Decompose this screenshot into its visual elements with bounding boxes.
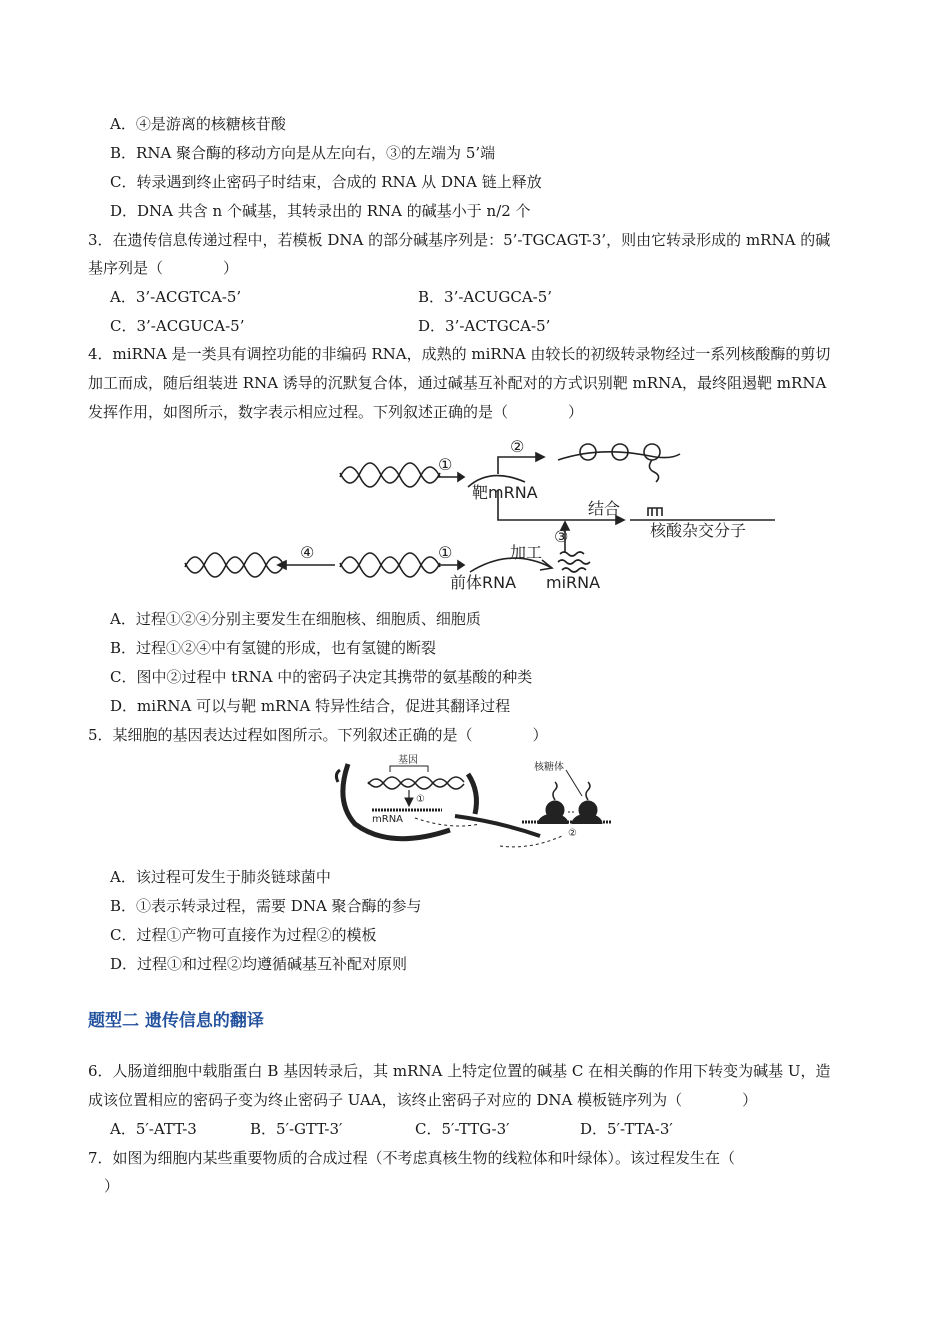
fig5-label-mrna: mRNA: [372, 814, 404, 825]
q2-option-b: B．RNA 聚合酶的移动方向是从左向右，③的左端为 5’端: [110, 144, 496, 162]
q5-option-a: A．该过程可发生于肺炎链球菌中: [110, 868, 331, 886]
q6-option-a: A．5′-ATT-3: [110, 1120, 197, 1138]
q7-stem-line1: 7．如图为细胞内某些重要物质的合成过程（不考虑真核生物的线粒体和叶绿体）。该过程发生在（: [88, 1149, 736, 1167]
q5-option-b: B．①表示转录过程，需要 DNA 聚合酶的参与: [110, 897, 422, 915]
q4-option-a: A．过程①②④分别主要发生在细胞核、细胞质、细胞质: [110, 610, 481, 628]
fig4-label-1b: ①: [438, 543, 453, 562]
q3-option-a: A．3’-ACGTCA-5’: [110, 288, 242, 306]
q4-option-c: C．图中②过程中 tRNA 中的密码子决定其携带的氨基酸的种类: [110, 668, 533, 686]
mirna-figure: [180, 432, 790, 600]
q5-stem: 5．某细胞的基因表达过程如图所示。下列叙述正确的是（ ）: [88, 726, 548, 744]
q2-option-c: C．转录遇到终止密码子时结束，合成的 RNA 从 DNA 链上释放: [110, 173, 542, 191]
section-heading: 题型二 遗传信息的翻译: [88, 1011, 264, 1031]
fig5-label-2: ②: [568, 828, 577, 839]
q3-stem-line1: 3．在遗传信息传递过程中，若模板 DNA 的部分碱基序列是：5’-TGCAGT-3’，则由它转录形成的 mRNA 的碱: [88, 231, 831, 249]
q2-option-d: D．DNA 共含 n 个碱基，其转录出的 RNA 的碱基小于 n/2 个: [110, 202, 531, 220]
fig5-label-gene: 基因: [398, 755, 418, 766]
q6-stem-line1: 6．人肠道细胞中载脂蛋白 B 基因转录后，其 mRNA 上特定位置的碱基 C 在相关酶的作用下转变为碱基 U，造: [88, 1062, 831, 1080]
fig4-label-combine: 结合: [588, 499, 621, 518]
q6-option-d: D．5′-TTA-3′: [580, 1120, 673, 1138]
q6-option-c: C．5′-TTG-3′: [415, 1120, 510, 1138]
fig4-label-3: ③: [554, 527, 569, 546]
q5-option-c: C．过程①产物可直接作为过程②的模板: [110, 926, 377, 944]
q4-option-b: B．过程①②④中有氢键的形成，也有氢键的断裂: [110, 639, 437, 657]
fig4-label-target-mrna: 靶mRNA: [472, 483, 538, 502]
fig4-label-hybrid: 核酸杂交分子: [650, 521, 747, 540]
fig4-label-process: 加工: [510, 543, 543, 562]
q4-stem-line1: 4．miRNA 是一类具有调控功能的非编码 RNA，成熟的 miRNA 由较长的初级转录物经过一系列核酸酶的剪切: [88, 345, 831, 363]
fig4-label-1a: ①: [438, 455, 453, 474]
q2-option-a: A．④是游离的核糖核苷酸: [110, 115, 286, 133]
q5-option-d: D．过程①和过程②均遵循碱基互补配对原则: [110, 955, 408, 973]
fig4-label-mirna: miRNA: [546, 573, 601, 592]
fig5-label-1: ①: [416, 794, 425, 805]
q6-option-b: B．5′-GTT-3′: [250, 1120, 343, 1138]
q3-stem-line2: 基序列是（ ）: [88, 259, 239, 277]
q3-option-c: C．3’-ACGUCA-5’: [110, 317, 245, 335]
q7-stem-line2: ）: [104, 1177, 120, 1195]
fig4-label-precursor: 前体RNA: [450, 573, 517, 592]
q4-stem-line3: 发挥作用，如图所示，数字表示相应过程。下列叙述正确的是（ ）: [88, 403, 584, 421]
gene-expression-figure: [330, 752, 620, 860]
q4-option-d: D．miRNA 可以与靶 mRNA 特异性结合，促进其翻译过程: [110, 697, 511, 715]
fig4-label-2: ②: [510, 437, 525, 456]
q4-stem-line2: 加工而成，随后组装进 RNA 诱导的沉默复合体，通过碱基互补配对的方式识别靶 mRNA，最终阻遏靶 mRNA: [88, 374, 827, 392]
q3-option-b: B．3’-ACUGCA-5’: [418, 288, 553, 306]
q3-option-d: D．3’-ACTGCA-5’: [418, 317, 551, 335]
fig4-label-4: ④: [300, 543, 315, 562]
fig5-label-ribosome: 核糖体: [534, 762, 564, 773]
q6-stem-line2: 成该位置相应的密码子变为终止密码子 UAA，该终止密码子对应的 DNA 模板链序列为（ ）: [88, 1091, 758, 1109]
